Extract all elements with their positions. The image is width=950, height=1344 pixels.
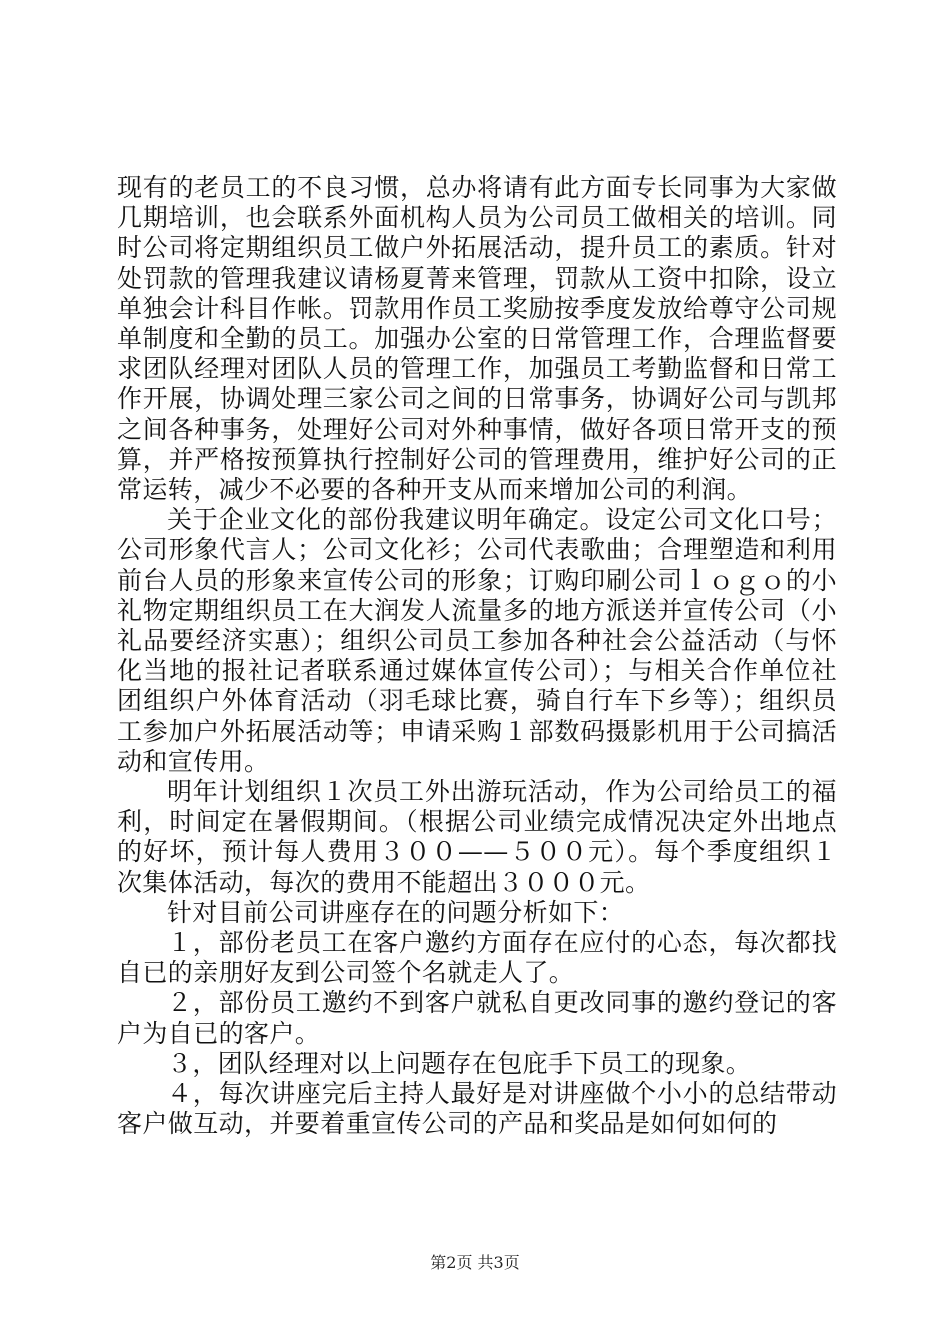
list-item-issue-2: ２，部份员工邀约不到客户就私自更改同事的邀约登记的客户为自已的客户。 [117, 988, 837, 1048]
document-body [117, 173, 837, 1140]
paragraph-employee-activities: 明年计划组织１次员工外出游玩活动，作为公司给员工的福利，时间定在暑假期间。（根据公司业绩完成情况决定外出地点的好坏，预计每人费用３００——５００元）。每个季度组织１次集体活动，每次的费用不能超出３０００元。 [117, 777, 837, 897]
paragraph-lecture-issues-intro: 针对目前公司讲座存在的问题分析如下： [167, 897, 625, 927]
paragraph-admin-management: 现有的老员工的不良习惯，总办将请有此方面专长同事为大家做几期培训，也会联系外面机构人员为公司员工做相关的培训。同时公司将定期组织员工做户外拓展活动，提升员工的素质。针对处罚款的管理我建议请杨夏菁来管理，罚款从工资中扣除，设立单独会计科目作帐。罚款用作员工奖励按季度发放给尊守公司规单制度和全勤的员工。加强办公室的日常管理工作，合理监督要求团队经理对团队人员的管理工作，加强员工考勤监督和日常工作开展，协调处理三家公司之间的日常事务，协调好公司与凯邦之间各种事务，处理好公司对外种事情，做好各项日常开支的预算，并严格按预算执行控制好公司的管理费用，维护好公司的正常运转，减少不必要的各种开支从而来增加公司的利润。 [117, 173, 837, 505]
list-item-issue-1: １，部份老员工在客户邀约方面存在应付的心态，每次都找自已的亲朋好友到公司签个名就走人了。 [117, 928, 837, 988]
list-item-issue-3: ３，团队经理对以上问题存在包庇手下员工的现象。 [167, 1048, 752, 1078]
list-item-issue-4: ４，每次讲座完后主持人最好是对讲座做个小小的总结带动客户做互动，并要着重宣传公司的产品和奖品是如何如何的 [117, 1079, 837, 1139]
page-number-footer: 第2页 共3页 [430, 1253, 520, 1272]
paragraph-corporate-culture: 关于企业文化的部份我建议明年确定。设定公司文化口号；公司形象代言人；公司文化衫；公司代表歌曲；合理塑造和利用前台人员的形象来宣传公司的形象；订购印刷公司ｌｏｇｏ的小礼物定期组织员工在大润发人流量多的地方派送并宣传公司（小礼品要经济实惠）；组织公司员工参加各种社会公益活动（与怀化当地的报社记者联系通过媒体宣传公司）；与相关合作单位社团组织户外体育活动（羽毛球比赛，骑自行车下乡等）；组织员工参加户外拓展活动等；申请采购１部数码摄影机用于公司搞活动和宣传用。 [117, 505, 837, 776]
